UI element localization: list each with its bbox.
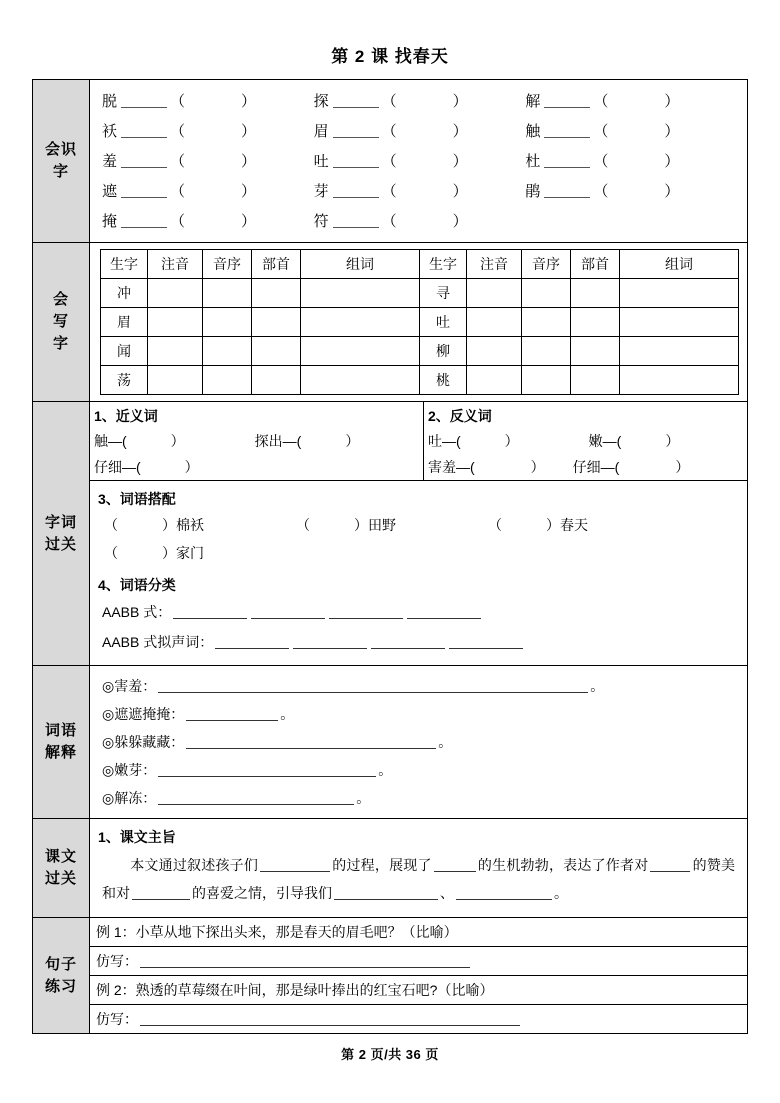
section-body-vocab — [90, 402, 748, 666]
period-mark: 。 — [356, 790, 371, 806]
explain-item — [98, 756, 739, 784]
section-label-text-pass — [33, 819, 90, 918]
paren-close: ） — [504, 433, 519, 449]
section-label-vocab-line2: 过关 — [44, 535, 77, 553]
zhuzhi-part-3: 的生机勃勃，表达了作者对 — [477, 857, 649, 873]
period-mark: 。 — [590, 678, 605, 694]
col-header-zhuyin: 注音 — [148, 250, 203, 279]
col-header-zuci: 组词 — [301, 250, 420, 279]
pinyin-blank[interactable] — [121, 185, 167, 198]
explain-term: 害羞： — [114, 678, 157, 694]
explain-blank[interactable] — [186, 707, 278, 721]
classify-blank[interactable] — [173, 605, 247, 619]
recognize-char: 杜 — [525, 152, 541, 170]
word-parens[interactable]: （ ） — [381, 152, 468, 170]
hanzi-char-2: 寻 — [420, 279, 467, 308]
word-parens[interactable]: （ ） — [381, 92, 468, 110]
worksheet-table — [32, 79, 748, 1034]
explain-item — [98, 672, 739, 700]
hanzi-zuci-cell[interactable] — [301, 308, 420, 337]
pinyin-blank[interactable] — [544, 185, 590, 198]
word-parens[interactable]: （ ） — [593, 152, 680, 170]
word-parens[interactable]: （ ） — [381, 182, 468, 200]
paren-open: （ — [104, 545, 118, 561]
hanzi-yinxu-cell[interactable] — [203, 308, 252, 337]
write-table-wrap — [90, 243, 747, 401]
recognize-cell — [102, 206, 314, 236]
word-parens[interactable]: （ ） — [593, 92, 680, 110]
classify-label-aabb: AABB 式： — [102, 604, 172, 620]
pinyin-blank[interactable] — [544, 125, 590, 138]
imitate-label-2: 仿写： — [96, 1011, 138, 1027]
antonyms-row-1 — [424, 428, 747, 454]
recognize-cell — [102, 86, 314, 116]
antonyms-row-2 — [424, 454, 747, 480]
vocab-syn-ant-split — [90, 402, 747, 481]
word-parens[interactable]: （ ） — [593, 122, 680, 140]
hanzi-bushou-cell-2[interactable] — [571, 308, 620, 337]
recognize-char: 吐 — [313, 152, 329, 170]
antonym-prompt-2: 嫩—( — [588, 433, 622, 449]
zhuzhi-part-4: 的赞美和对 — [102, 857, 736, 901]
recognize-char: 遮 — [102, 182, 118, 200]
recognize-cell — [102, 176, 314, 206]
zhuzhi-blank[interactable] — [260, 858, 330, 872]
paren-close: ） — [170, 433, 185, 449]
section-label-write-line1: 会 — [52, 291, 69, 309]
hanzi-bushou-cell[interactable] — [252, 308, 301, 337]
period-mark: 。 — [280, 706, 295, 722]
recognize-cell — [314, 146, 526, 176]
hanzi-char: 冲 — [101, 279, 148, 308]
section-body-text-pass — [90, 819, 748, 918]
hanzi-yinxu-cell-2[interactable] — [522, 337, 571, 366]
recognize-cell — [102, 146, 314, 176]
hanzi-zhuyin-cell[interactable] — [148, 279, 203, 308]
text-pass-heading: 1、课文主旨 — [98, 829, 176, 845]
classify-blank[interactable] — [449, 635, 523, 649]
section-label-sentence-line2: 练习 — [44, 977, 77, 995]
text-pass-block — [90, 819, 747, 917]
pinyin-blank[interactable] — [121, 95, 167, 108]
synonym-prompt-2: 探出—( — [254, 433, 302, 449]
col-header-yinxu-2: 音序 — [522, 250, 571, 279]
hanzi-zhuyin-cell-2[interactable] — [467, 366, 522, 395]
zhuzhi-blank[interactable] — [334, 886, 438, 900]
section-row-text-pass — [33, 819, 748, 918]
hanzi-bushou-cell-2[interactable] — [571, 279, 620, 308]
collocation-row-1 — [98, 511, 739, 539]
hanzi-char: 眉 — [101, 308, 148, 337]
sentence-example-2-text: 例 2：熟透的草莓缀在叶间，那是绿叶捧出的红宝石吧?（比喻） — [96, 982, 494, 998]
paren-close: ） — [665, 433, 680, 449]
recognize-cell — [314, 86, 526, 116]
hanzi-zuci-cell-2[interactable] — [620, 366, 739, 395]
word-parens[interactable]: （ ） — [381, 122, 468, 140]
word-parens[interactable]: （ ） — [593, 182, 680, 200]
hanzi-yinxu-cell[interactable] — [203, 337, 252, 366]
page-footer: 第 2 页/共 36 页 — [341, 1047, 439, 1062]
recognize-cell — [525, 86, 737, 116]
recognize-grid — [102, 86, 737, 236]
period-mark: 。 — [378, 762, 393, 778]
bullet-circle-icon: ◎ — [102, 678, 115, 694]
antonym-prompt-3: 害羞—( — [428, 459, 475, 475]
explain-blank[interactable] — [158, 763, 376, 777]
zhuzhi-part-7: 。 — [554, 885, 568, 901]
section-label-write — [33, 243, 90, 402]
pinyin-blank[interactable] — [121, 215, 167, 228]
collocation-item-3: ）春天 — [546, 517, 588, 533]
bullet-circle-icon: ◎ — [102, 734, 115, 750]
hanzi-bushou-cell-2[interactable] — [571, 337, 620, 366]
classify-label-aabb-onomatopoeia: AABB 式拟声词： — [102, 634, 214, 650]
hanzi-zuci-cell-2[interactable] — [620, 308, 739, 337]
antonym-prompt-4: 仔细—( — [572, 459, 620, 475]
word-parens[interactable]: （ ） — [381, 212, 468, 230]
recognize-cell — [314, 206, 526, 236]
paren-open: （ — [488, 517, 502, 533]
explain-blank[interactable] — [158, 791, 354, 805]
explain-item — [98, 728, 739, 756]
section-row-write — [33, 243, 748, 402]
imitate-label-1: 仿写： — [96, 953, 138, 969]
section-body-explain — [90, 666, 748, 819]
hanzi-row — [101, 279, 739, 308]
antonyms-block — [424, 402, 748, 481]
classify-blank[interactable] — [329, 605, 403, 619]
recognize-cell — [525, 176, 737, 206]
collocation-row-2 — [98, 539, 739, 567]
recognize-char: 芽 — [313, 182, 329, 200]
classify-blank[interactable] — [293, 635, 367, 649]
zhuzhi-part-2: 的过程，展现了 — [332, 857, 432, 873]
paren-open: （ — [296, 517, 310, 533]
classify-blank[interactable] — [407, 605, 481, 619]
classify-row-2 — [98, 627, 739, 657]
recognize-char: 掩 — [102, 212, 118, 230]
pinyin-blank[interactable] — [333, 125, 379, 138]
section-label-write-line2: 写 — [52, 313, 69, 331]
zhuzhi-blank[interactable] — [650, 858, 690, 872]
word-parens[interactable]: （ ） — [170, 182, 257, 200]
hanzi-zuci-cell[interactable] — [301, 366, 420, 395]
hanzi-bushou-cell-2[interactable] — [571, 366, 620, 395]
bullet-circle-icon: ◎ — [102, 706, 115, 722]
synonyms-row-1 — [90, 428, 423, 454]
hanzi-zhuyin-cell-2[interactable] — [467, 279, 522, 308]
recognize-char: 鹃 — [525, 182, 541, 200]
hanzi-yinxu-cell[interactable] — [203, 279, 252, 308]
explain-term: 嫩芽： — [114, 762, 157, 778]
page-title: 第 2 课 找春天 — [331, 47, 449, 66]
pinyin-blank[interactable] — [544, 155, 590, 168]
classify-blank[interactable] — [215, 635, 289, 649]
recognize-row — [102, 206, 737, 236]
recognize-cell-empty — [525, 206, 737, 236]
col-header-bushou-2: 部首 — [571, 250, 620, 279]
section-label-vocab — [33, 402, 90, 666]
hanzi-char-2: 柳 — [420, 337, 467, 366]
pinyin-blank[interactable] — [333, 185, 379, 198]
recognize-cell — [102, 116, 314, 146]
section-label-explain-line1: 词语 — [44, 722, 77, 740]
sentence-example-2 — [90, 976, 747, 1005]
text-pass-paragraph — [98, 849, 739, 911]
recognize-char: 解 — [525, 92, 541, 110]
word-parens[interactable]: （ ） — [170, 152, 257, 170]
recognize-row — [102, 146, 737, 176]
word-parens[interactable]: （ ） — [170, 92, 257, 110]
section-label-recognize — [33, 80, 90, 243]
zhuzhi-part-5: 的喜爱之情，引导我们 — [192, 885, 332, 901]
classify-block — [90, 569, 747, 665]
antonym-prompt-1: 吐—( — [428, 433, 461, 449]
sentence-imitate-2 — [90, 1005, 747, 1033]
hanzi-header-row — [101, 250, 739, 279]
hanzi-yinxu-cell[interactable] — [203, 366, 252, 395]
section-label-write-line3: 字 — [52, 334, 69, 352]
paren-close: ） — [530, 459, 545, 475]
recognize-char: 符 — [313, 212, 329, 230]
hanzi-row — [101, 337, 739, 366]
hanzi-zhuyin-cell[interactable] — [148, 337, 203, 366]
hanzi-bushou-cell[interactable] — [252, 337, 301, 366]
hanzi-yinxu-cell-2[interactable] — [522, 308, 571, 337]
explain-item — [98, 784, 739, 812]
paren-close: ） — [675, 459, 690, 475]
explain-term: 躲躲藏藏： — [114, 734, 185, 750]
hanzi-row — [101, 366, 739, 395]
recognize-grid-wrap — [90, 80, 747, 242]
imitate-blank-1[interactable] — [140, 954, 470, 968]
section-label-recognize-line1: 会识 — [44, 141, 77, 159]
paren-open: （ — [104, 517, 118, 533]
recognize-cell — [314, 116, 526, 146]
pinyin-blank[interactable] — [544, 95, 590, 108]
section-body-write — [90, 243, 748, 402]
classify-heading: 4、词语分类 — [98, 577, 176, 593]
recognize-char: 脱 — [102, 92, 118, 110]
section-label-recognize-line2: 字 — [52, 163, 69, 180]
bullet-circle-icon: ◎ — [102, 762, 115, 778]
col-header-yinxu: 音序 — [203, 250, 252, 279]
recognize-cell — [525, 116, 737, 146]
synonym-prompt-1: 触—( — [94, 433, 127, 449]
hanzi-yinxu-cell-2[interactable] — [522, 279, 571, 308]
hanzi-zhuyin-cell[interactable] — [148, 366, 203, 395]
recognize-cell — [314, 176, 526, 206]
hanzi-char-2: 吐 — [420, 308, 467, 337]
hanzi-zhuyin-cell-2[interactable] — [467, 308, 522, 337]
bullet-circle-icon: ◎ — [102, 790, 115, 806]
hanzi-zuci-cell[interactable] — [301, 337, 420, 366]
recognize-row — [102, 86, 737, 116]
synonym-prompt-3: 仔细—( — [94, 459, 141, 475]
section-row-recognize — [33, 80, 748, 243]
pinyin-blank[interactable] — [333, 155, 379, 168]
paren-close: ） — [345, 433, 360, 449]
hanzi-char: 闻 — [101, 337, 148, 366]
hanzi-bushou-cell[interactable] — [252, 279, 301, 308]
section-row-explain — [33, 666, 748, 819]
hanzi-zhuyin-cell[interactable] — [148, 308, 203, 337]
hanzi-yinxu-cell-2[interactable] — [522, 366, 571, 395]
recognize-char: 探 — [313, 92, 329, 110]
hanzi-zuci-cell-2[interactable] — [620, 279, 739, 308]
recognize-row — [102, 116, 737, 146]
sentence-example-1-text: 例 1：小草从地下探出头来，那是春天的眉毛吧？（比喻） — [96, 924, 458, 940]
zhuzhi-blank[interactable] — [132, 886, 190, 900]
section-row-vocab — [33, 402, 748, 666]
zhuzhi-blank[interactable] — [456, 886, 552, 900]
section-label-sentence — [33, 918, 90, 1034]
col-header-zhuyin-2: 注音 — [467, 250, 522, 279]
collocation-heading: 3、词语搭配 — [98, 491, 176, 507]
hanzi-table — [100, 249, 739, 395]
section-label-sentence-line1: 句子 — [44, 955, 77, 973]
synonyms-heading: 1、近义词 — [94, 408, 158, 424]
col-header-zuci-2: 组词 — [620, 250, 739, 279]
sentence-imitate-1 — [90, 947, 747, 976]
period-mark: 。 — [438, 734, 453, 750]
hanzi-char-2: 桃 — [420, 366, 467, 395]
explain-item — [98, 700, 739, 728]
explain-blank[interactable] — [186, 735, 436, 749]
classify-blank[interactable] — [371, 635, 445, 649]
zhuzhi-part-6: 、 — [440, 885, 454, 901]
pinyin-blank[interactable] — [333, 95, 379, 108]
explain-list — [90, 666, 747, 818]
recognize-cell — [525, 146, 737, 176]
section-label-text-pass-line2: 过关 — [44, 870, 77, 887]
collocation-block — [90, 481, 747, 569]
col-header-shengzi: 生字 — [101, 250, 148, 279]
collocation-item-1: ）棉袄 — [162, 517, 204, 533]
col-header-bushou: 部首 — [252, 250, 301, 279]
hanzi-bushou-cell[interactable] — [252, 366, 301, 395]
hanzi-zuci-cell-2[interactable] — [620, 337, 739, 366]
section-body-recognize — [90, 80, 748, 243]
hanzi-row — [101, 308, 739, 337]
sentence-example-1 — [90, 918, 747, 947]
collocation-item-2: ）田野 — [354, 517, 396, 533]
section-body-sentence — [90, 918, 748, 1034]
classify-row-1 — [98, 597, 739, 627]
col-header-shengzi-2: 生字 — [420, 250, 467, 279]
section-label-explain — [33, 666, 90, 819]
recognize-char: 触 — [525, 122, 541, 140]
classify-blank[interactable] — [251, 605, 325, 619]
word-parens[interactable]: （ ） — [170, 212, 257, 230]
recognize-char: 羞 — [102, 152, 118, 170]
pinyin-blank[interactable] — [333, 215, 379, 228]
explain-blank[interactable] — [158, 679, 588, 693]
imitate-blank-2[interactable] — [140, 1012, 520, 1026]
recognize-char: 袄 — [102, 122, 118, 140]
synonyms-row-2 — [90, 454, 423, 480]
hanzi-zuci-cell[interactable] — [301, 279, 420, 308]
zhuzhi-part-1: 本文通过叙述孩子们 — [130, 857, 259, 873]
paren-close: ） — [184, 459, 199, 475]
hanzi-char: 荡 — [101, 366, 148, 395]
pinyin-blank[interactable] — [121, 155, 167, 168]
explain-term: 遮遮掩掩： — [114, 706, 185, 722]
synonyms-block — [90, 402, 424, 481]
section-label-text-pass-line1: 课文 — [44, 848, 77, 866]
zhuzhi-blank[interactable] — [434, 858, 476, 872]
recognize-char: 眉 — [313, 122, 329, 140]
section-label-explain-line2: 解释 — [44, 744, 77, 761]
hanzi-zhuyin-cell-2[interactable] — [467, 337, 522, 366]
antonyms-heading: 2、反义词 — [428, 408, 492, 424]
recognize-row — [102, 176, 737, 206]
word-parens[interactable]: （ ） — [170, 122, 257, 140]
explain-term: 解冻： — [114, 790, 157, 806]
section-label-vocab-line1: 字词 — [44, 513, 77, 531]
section-row-sentence — [33, 918, 748, 1034]
collocation-item-4: ）家门 — [162, 545, 204, 561]
pinyin-blank[interactable] — [121, 125, 167, 138]
